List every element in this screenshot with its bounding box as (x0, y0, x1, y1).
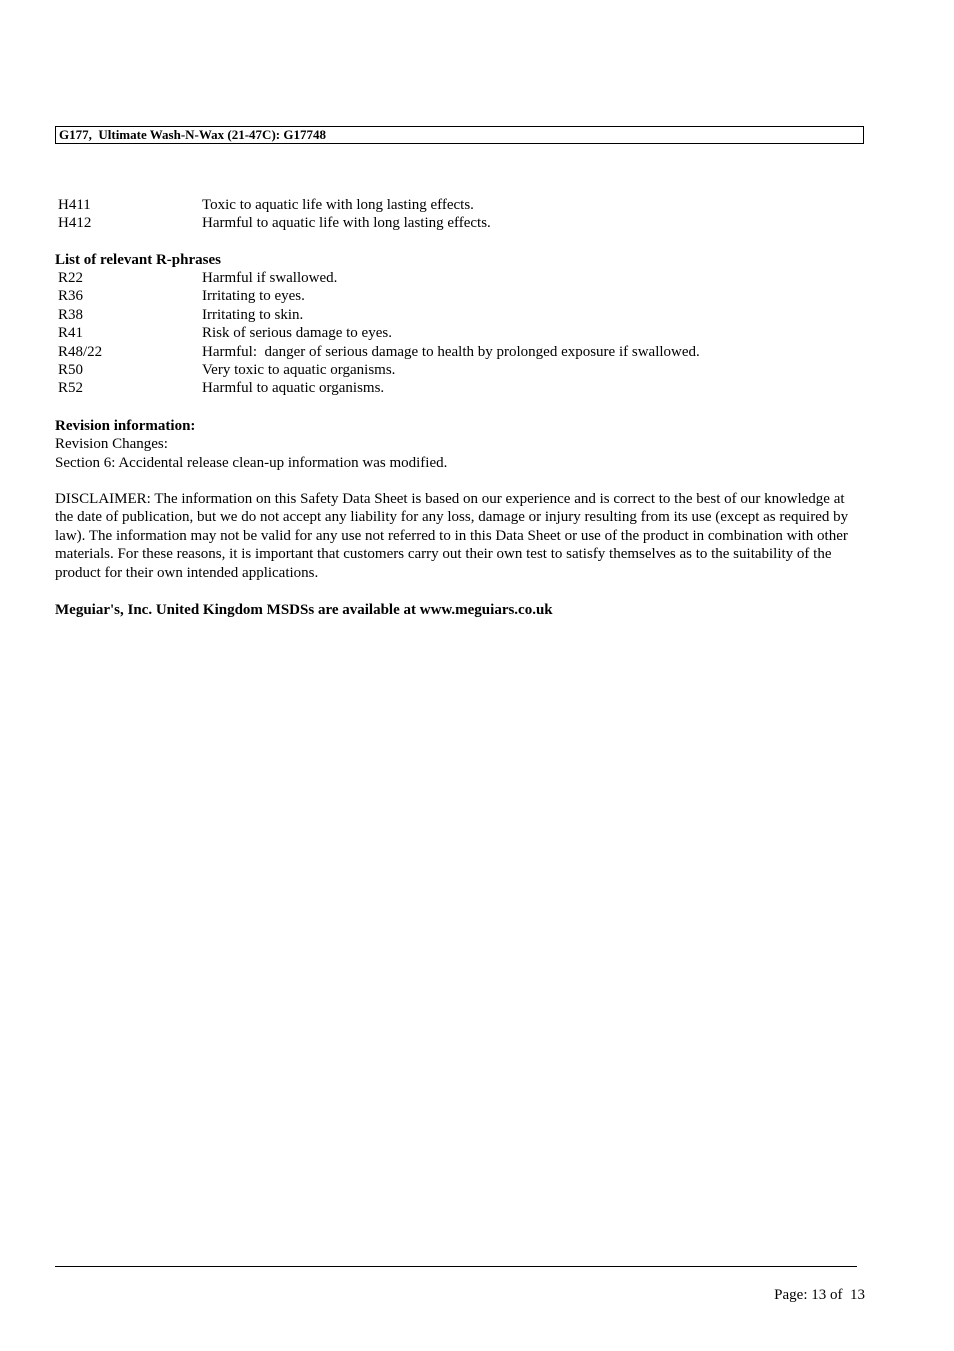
phrase-code: R22 (58, 270, 84, 286)
list-item (55, 379, 875, 397)
list-item (55, 343, 875, 361)
list-item (55, 269, 875, 287)
phrase-code: R41 (58, 325, 84, 342)
phrase-text: Very toxic to aquatic organisms. (202, 361, 396, 378)
phrase-code: H411 (58, 197, 91, 213)
document-header (55, 126, 864, 144)
phrase-code: R52 (58, 380, 84, 397)
phrase-text: Irritating to eyes. (202, 288, 305, 305)
header-title: G177, Ultimate Wash-N-Wax (21-47C): G17748 (59, 127, 326, 142)
phrase-code: R50 (58, 361, 84, 378)
phrase-code: R48/22 (58, 343, 103, 360)
h-phrase-list (55, 196, 875, 233)
revision-heading: Revision information: (55, 418, 196, 434)
page-number: Page: 13 of 13 (774, 1287, 865, 1303)
phrase-code: H412 (58, 215, 92, 232)
list-item (55, 196, 875, 214)
list-item (55, 287, 875, 305)
phrase-text: Irritating to skin. (202, 306, 304, 323)
disclaimer-text: DISCLAIMER: The information on this Safety Data Sheet is based on our experience and is correct to the best of our knowledge at the date of publication, but we do not accept any liability for any loss, damage or injury resulting from its use (except as required by law). The information may not be valid for any use not referred to in this Data Sheet or use of the product in combination with other materials. For these reasons, it is important that customers carry out their own test to satisfy themselves as to the suitability of the product for their own intended applications. (55, 491, 849, 581)
phrase-code: R36 (58, 288, 84, 305)
phrase-text: Harmful: danger of serious damage to health by prolonged exposure if swallowed. (202, 343, 700, 360)
availability-note: Meguiar's, Inc. United Kingdom MSDSs are available at www.meguiars.co.uk (55, 602, 553, 618)
footer-divider (55, 1266, 857, 1267)
r-phrase-list (55, 269, 875, 398)
phrase-text: Harmful to aquatic life with long lasting effects. (202, 215, 491, 232)
r-phrases-heading: List of relevant R-phrases (55, 252, 221, 268)
list-item (55, 361, 875, 379)
list-item (55, 306, 875, 324)
phrase-code: R38 (58, 306, 84, 323)
list-item (55, 214, 875, 232)
revision-change-text: Section 6: Accidental release clean-up information was modified. (55, 455, 448, 471)
phrase-text: Harmful if swallowed. (202, 270, 338, 286)
revision-changes-label: Revision Changes: (55, 436, 168, 452)
phrase-text: Risk of serious damage to eyes. (202, 325, 392, 342)
list-item (55, 324, 875, 342)
phrase-text: Toxic to aquatic life with long lasting effects. (202, 197, 474, 213)
phrase-text: Harmful to aquatic organisms. (202, 380, 385, 397)
